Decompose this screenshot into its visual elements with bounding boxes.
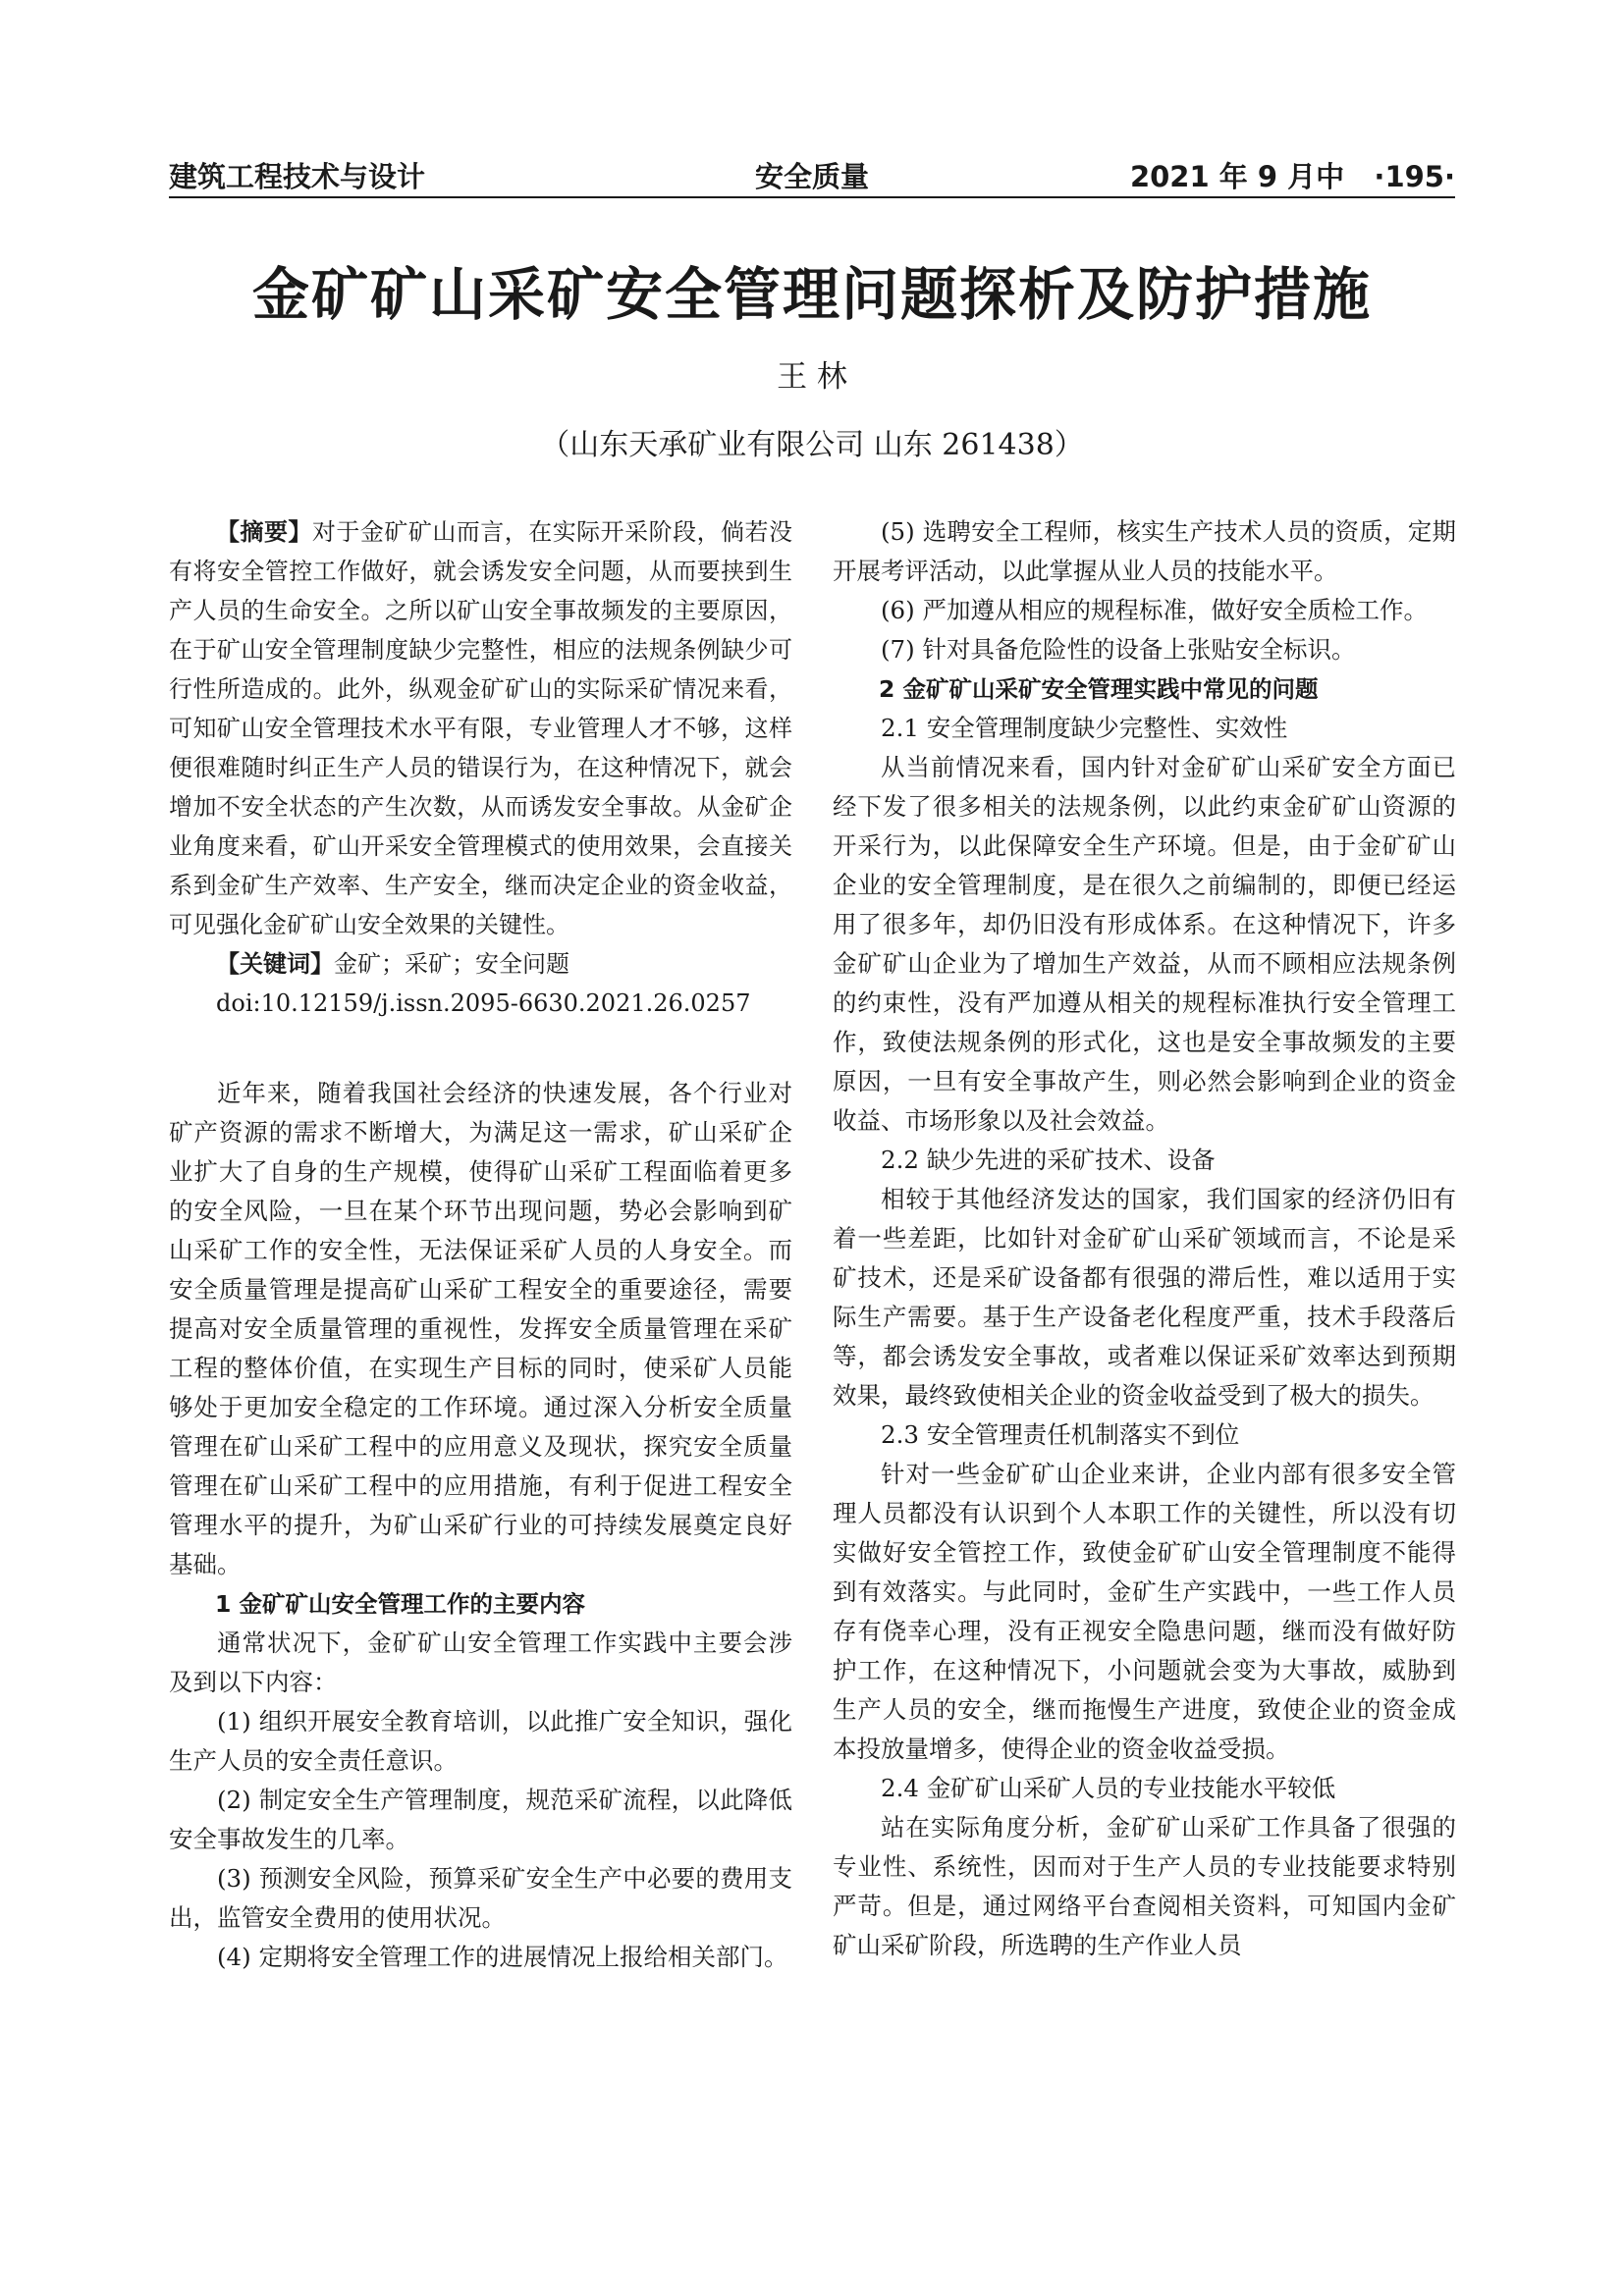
subsection-heading-2-3: 2.3 安全管理责任机制落实不到位 xyxy=(881,1420,1240,1449)
article-title: 金矿矿山采矿安全管理问题探析及防护措施 xyxy=(251,261,1372,328)
section-name: 安全质量 xyxy=(754,160,869,193)
list-item: (3) 预测安全风险，预算采矿安全生产中必要的费用支出，监管安全费用的使用状况。 xyxy=(169,1864,792,1932)
subsection-heading-2-2: 2.2 缺少先进的采矿技术、设备 xyxy=(881,1146,1216,1174)
journal-name: 建筑工程技术与设计 xyxy=(169,160,426,193)
paragraph: 通常状况下，金矿矿山安全管理工作实践中主要会涉及到以下内容： xyxy=(169,1629,792,1696)
list-item: (6) 严加遵从相应的规程标准，做好安全质检工作。 xyxy=(881,596,1428,624)
paragraph: 相较于其他经济发达的国家，我们国家的经济仍旧有着一些差距，比如针对金矿矿山采矿领域而言，不论是采矿技术，还是采矿设备都有很强的滞后性，难以适用于实际生产需要。基于生产设备老化程度严重，技术手段落后等，都会诱发安全事故，或者难以保证采矿效率达到预期效果，最终致使相关企业的资金收益受到了极大的损失。 xyxy=(833,1185,1456,1410)
right-column xyxy=(833,512,1456,1965)
list-item: (7) 针对具备危险性的设备上张贴安全标识。 xyxy=(881,635,1356,664)
keywords-text: 金矿；采矿；安全问题 xyxy=(334,950,569,978)
keywords-label: 【关键词】 xyxy=(216,950,334,978)
paragraph: 针对一些金矿矿山企业来讲，企业内部有很多安全管理人员都没有认识到个人本职工作的关键性，所以没有切实做好安全管控工作，致使金矿矿山安全管理制度不能得到有效落实。与此同时，金矿生产实践中，一些工作人员存有侥幸心理，没有正视安全隐患问题，继而没有做好防护工作，在这种情况下，小问题就会变为大事故，威胁到生产人员的安全，继而拖慢生产进度，致使企业的资金成本投放量增多，使得企业的资金收益受损。 xyxy=(833,1460,1456,1763)
subsection-heading-2-1: 2.1 安全管理制度缺少完整性、实效性 xyxy=(881,714,1288,742)
section-heading-1: 1 金矿矿山安全管理工作的主要内容 xyxy=(215,1590,586,1618)
abstract-text: 对于金矿矿山而言，在实际开采阶段，倘若没有将安全管控工作做好，就会诱发安全问题，从而要挟到生产人员的生命安全。之所以矿山安全事故频发的主要原因，在于矿山安全管理制度缺少完整性，相应的法规条例缺少可行性所造成的。此外，纵观金矿矿山的实际采矿情况来看，可知矿山安全管理技术水平有限，专业管理人才不够，这样便很难随时纠正生产人员的错误行为，在这种情况下，就会增加不安全状态的产生次数，从而诱发安全事故。从金矿企业角度来看，矿山开采安全管理模式的使用效果，会直接关系到金矿生产效率、生产安全，继而决定企业的资金收益，可见强化金矿矿山安全效果的关键性。 xyxy=(169,518,793,938)
doi: doi:10.12159/j.issn.2095-6630.2021.26.0257 xyxy=(216,989,751,1017)
subsection-heading-2-4: 2.4 金矿矿山采矿人员的专业技能水平较低 xyxy=(881,1774,1336,1802)
list-item: (5) 选聘安全工程师，核实生产技术人员的资质，定期开展考评活动，以此掌握从业人员的技能水平。 xyxy=(833,517,1456,585)
abstract xyxy=(169,512,792,1023)
abstract-paragraph xyxy=(169,512,792,944)
list-item: (2) 制定安全生产管理制度，规范采矿流程，以此降低安全事故发生的几率。 xyxy=(169,1786,792,1853)
list-item: (1) 组织开展安全教育培训，以此推广安全知识，强化生产人员的安全责任意识。 xyxy=(169,1707,792,1775)
spacer xyxy=(169,1023,792,1074)
author-affiliation: （山东天承矿业有限公司 山东 261438） xyxy=(540,428,1084,462)
page-number: ·195· xyxy=(1374,160,1455,193)
keywords-line xyxy=(169,944,792,984)
list-item: (4) 定期将安全管理工作的进展情况上报给相关部门。 xyxy=(217,1943,788,1971)
issue-date: 2021 年 9 月中 xyxy=(1129,160,1345,193)
intro-paragraph: 近年来，随着我国社会经济的快速发展，各个行业对矿产资源的需求不断增大，为满足这一需求，矿山采矿企业扩大了自身的生产规模，使得矿山采矿工程面临着更多的安全风险，一旦在某个环节出现问题，势必会影响到矿山采矿工作的安全性，无法保证采矿人员的人身安全。而安全质量管理是提高矿山采矿工程安全的重要途径，需要提高对安全质量管理的重视性，发挥安全质量管理在采矿工程的整体价值，在实现生产目标的同时，使采矿人员能够处于更加安全稳定的工作环境。通过深入分析安全质量管理在矿山采矿工程中的应用意义及现状，探究安全质量管理在矿山采矿工程中的应用措施，有利于促进工程安全管理水平的提升，为矿山采矿行业的可持续发展奠定良好基础。 xyxy=(169,1079,792,1578)
article-author: 王 林 xyxy=(777,359,847,395)
abstract-label: 【摘要】 xyxy=(216,518,312,546)
paragraph: 站在实际角度分析，金矿矿山采矿工作具备了很强的专业性、系统性，因而对于生产人员的专业技能要求特别严苛。但是，通过网络平台查阅相关资料，可知国内金矿矿山采矿阶段，所选聘的生产作业人员 xyxy=(833,1813,1456,1959)
issue-and-page xyxy=(1130,155,1455,195)
paragraph: 从当前情况来看，国内针对金矿矿山采矿安全方面已经下发了很多相关的法规条例，以此约束金矿矿山资源的开采行为，以此保障安全生产环境。但是，由于金矿矿山企业的安全管理制度，是在很久之前编制的，即便已经运用了很多年，却仍旧没有形成体系。在这种情况下，许多金矿矿山企业为了增加生产效益，从而不顾相应法规条例的约束性，没有严加遵从相关的规程标准执行安全管理工作，致使法规条例的形式化，这也是安全事故频发的主要原因，一旦有安全事故产生，则必然会影响到企业的资金收益、市场形象以及社会效益。 xyxy=(833,753,1456,1135)
header-rule xyxy=(169,196,1455,198)
left-column xyxy=(169,512,792,1977)
section-heading-2: 2 金矿矿山采矿安全管理实践中常见的问题 xyxy=(879,675,1319,703)
